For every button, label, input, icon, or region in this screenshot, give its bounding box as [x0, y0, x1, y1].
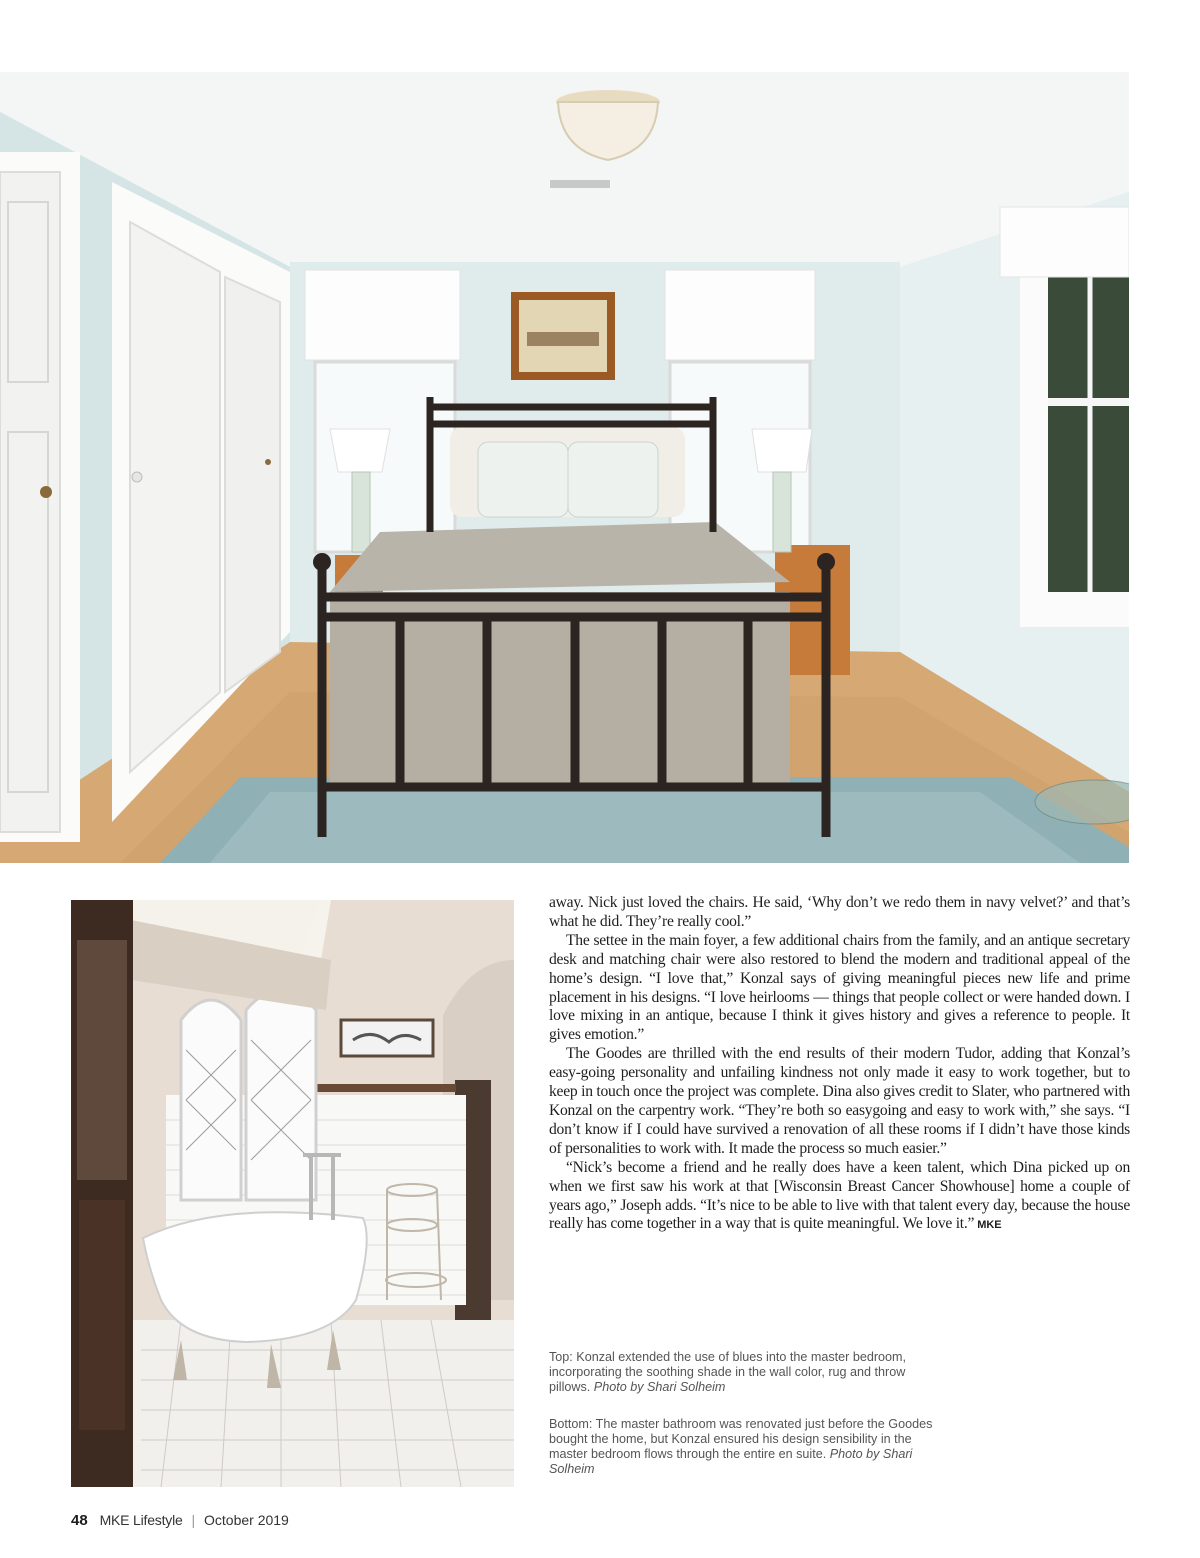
article-body: [549, 894, 1130, 1235]
article-paragraph-text: “Nick’s become a friend and he really does have a keen talent, which Dina picked up on when we first saw his work at that [Wisconsin Breast Cancer Showhouse] home a couple of years ago,” Joseph adds. “It’s nice to be able to live with that talent every day, because the house really has come together in a way that is quite meaningful. We love it.”: [549, 1158, 1130, 1233]
article-paragraph-final: [549, 1159, 1130, 1236]
caption-top-credit: Photo by Shari Solheim: [593, 1380, 726, 1394]
page-footer: [71, 1512, 289, 1529]
issue-date: October 2019: [204, 1512, 289, 1528]
master-bedroom-photo: [0, 72, 1129, 863]
end-mark: MKE: [977, 1219, 1002, 1232]
master-bedroom-illustration: [0, 72, 1129, 863]
master-bathroom-photo: [71, 900, 514, 1487]
footer-separator: |: [191, 1512, 196, 1528]
caption-bottom: [549, 1417, 949, 1477]
caption-top: [549, 1350, 949, 1395]
article-paragraph: The settee in the main foyer, a few additional chairs from the family, and an antique secretary desk and matching chair were also restored to blend the modern and traditional appeal of the home’s design. “I love that,” Konzal says of giving meaningful pieces new life and prime placement in his designs. “I love heirlooms — things that people collect or were handed down. I love mixing in an antique, because I think it gives history and gives a reference to people. It gives emotion.”: [549, 931, 1130, 1044]
article-paragraph: The Goodes are thrilled with the end results of their modern Tudor, adding that Konzal’s easy-going personality and unfailing kindness not only made it easy to work together, but to keep in touch once the project was complete. Dina also gives credit to Slater, who partnered with Konzal on the carpentry work. “They’re both so easygoing and easy to work with,” she says. “I don’t know if I could have survived a renovation of all these rooms if I didn’t have those kinds of personalities to work with. It made the process so much easier.”: [549, 1045, 1130, 1157]
page-number: 48: [71, 1512, 88, 1529]
magazine-name: MKE Lifestyle: [99, 1512, 183, 1528]
master-bathroom-illustration: [71, 900, 514, 1487]
article-paragraph: away. Nick just loved the chairs. He said, ‘Why don’t we redo them in navy velvet?’ and that’s what he did. They’re really cool.”: [549, 894, 1130, 930]
caption-bottom-text: Bottom: The master bathroom was renovated just before the Goodes bought the home, but Konzal ensured his design sensibility in the master bedroom flows through the entire en suite.: [549, 1417, 933, 1461]
caption-top-text: Top: Konzal extended the use of blues into the master bedroom, incorporating the soothing shade in the wall color, rug and throw pillows.: [549, 1350, 907, 1394]
caption-bottom-credit: Photo by Shari Solheim: [549, 1447, 913, 1476]
